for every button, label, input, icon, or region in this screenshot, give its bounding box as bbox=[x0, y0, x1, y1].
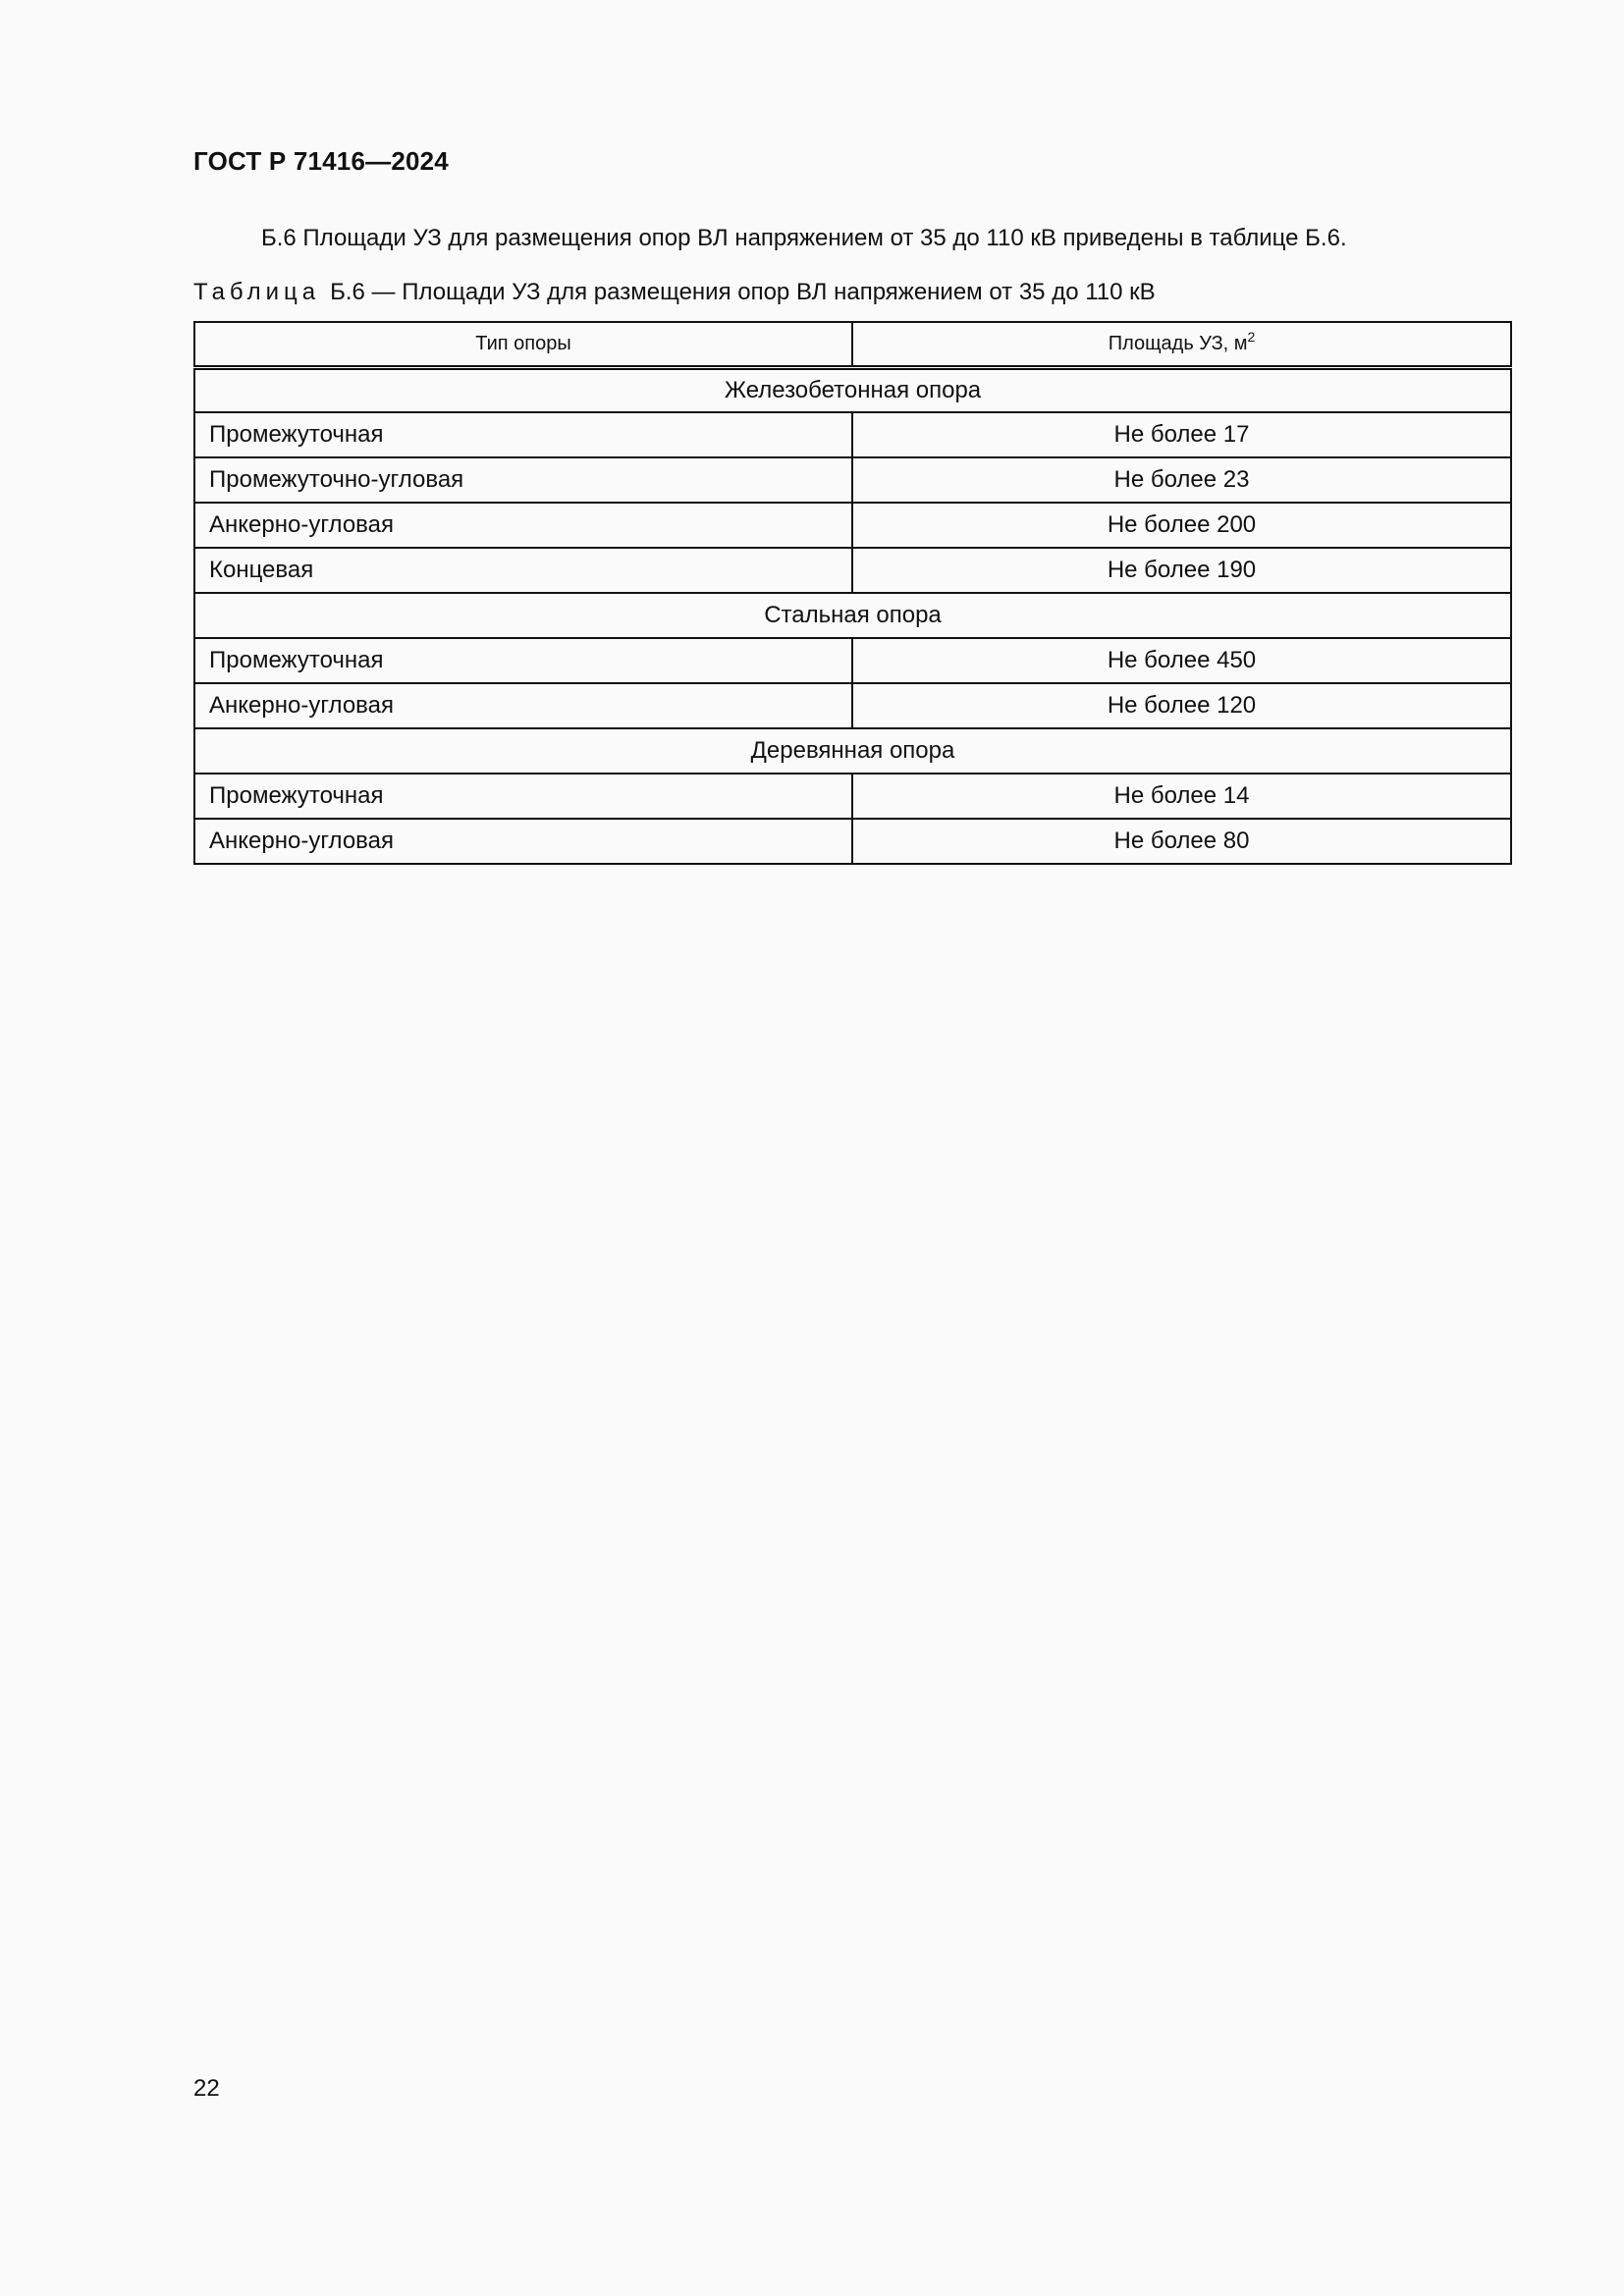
table-row bbox=[194, 503, 1511, 548]
table-row bbox=[194, 638, 1511, 683]
support-type-cell: Анкерно-угловая bbox=[194, 819, 852, 864]
table-row bbox=[194, 412, 1511, 457]
table-caption-text: Б.6 — Площади УЗ для размещения опор ВЛ напряжением от 35 до 110 кВ bbox=[330, 279, 1156, 305]
table-row bbox=[194, 457, 1511, 503]
table-caption-label: Таблица bbox=[193, 279, 321, 305]
area-value-cell: Не более 190 bbox=[852, 548, 1511, 593]
unit-superscript: 2 bbox=[1247, 328, 1256, 345]
table-caption bbox=[193, 279, 1156, 306]
area-value-cell: Не более 120 bbox=[852, 683, 1511, 728]
area-value-cell: Не более 17 bbox=[852, 412, 1511, 457]
intro-paragraph: Б.6 Площади УЗ для размещения опор ВЛ напряжением от 35 до 110 кВ приведены в таблице Б.6. bbox=[261, 225, 1347, 251]
group-title-cell: Стальная опора bbox=[194, 593, 1511, 638]
group-title-cell: Деревянная опора bbox=[194, 728, 1511, 774]
support-type-cell: Промежуточная bbox=[194, 638, 852, 683]
table-header-row bbox=[194, 322, 1511, 367]
table-group-row bbox=[194, 367, 1511, 412]
area-value-cell: Не более 23 bbox=[852, 457, 1511, 503]
support-type-cell: Промежуточно-угловая bbox=[194, 457, 852, 503]
group-title-cell: Железобетонная опора bbox=[194, 367, 1511, 412]
table-group-row bbox=[194, 593, 1511, 638]
document-id-header: ГОСТ Р 71416—2024 bbox=[193, 146, 449, 176]
area-value-cell: Не более 450 bbox=[852, 638, 1511, 683]
page-number: 22 bbox=[193, 2075, 220, 2102]
table-row bbox=[194, 683, 1511, 728]
area-value-cell: Не более 14 bbox=[852, 774, 1511, 819]
areas-table bbox=[193, 321, 1512, 865]
table-group-row bbox=[194, 728, 1511, 774]
support-type-cell: Анкерно-угловая bbox=[194, 683, 852, 728]
column-header-type: Тип опоры bbox=[194, 322, 852, 367]
table-row bbox=[194, 774, 1511, 819]
support-type-cell: Промежуточная bbox=[194, 412, 852, 457]
table-row bbox=[194, 548, 1511, 593]
support-type-cell: Анкерно-угловая bbox=[194, 503, 852, 548]
area-value-cell: Не более 80 bbox=[852, 819, 1511, 864]
column-header-area: Площадь УЗ, $м^2$ bbox=[852, 322, 1511, 367]
support-type-cell: Концевая bbox=[194, 548, 852, 593]
table-row bbox=[194, 819, 1511, 864]
support-type-cell: Промежуточная bbox=[194, 774, 852, 819]
area-value-cell: Не более 200 bbox=[852, 503, 1511, 548]
table-body bbox=[194, 367, 1511, 864]
